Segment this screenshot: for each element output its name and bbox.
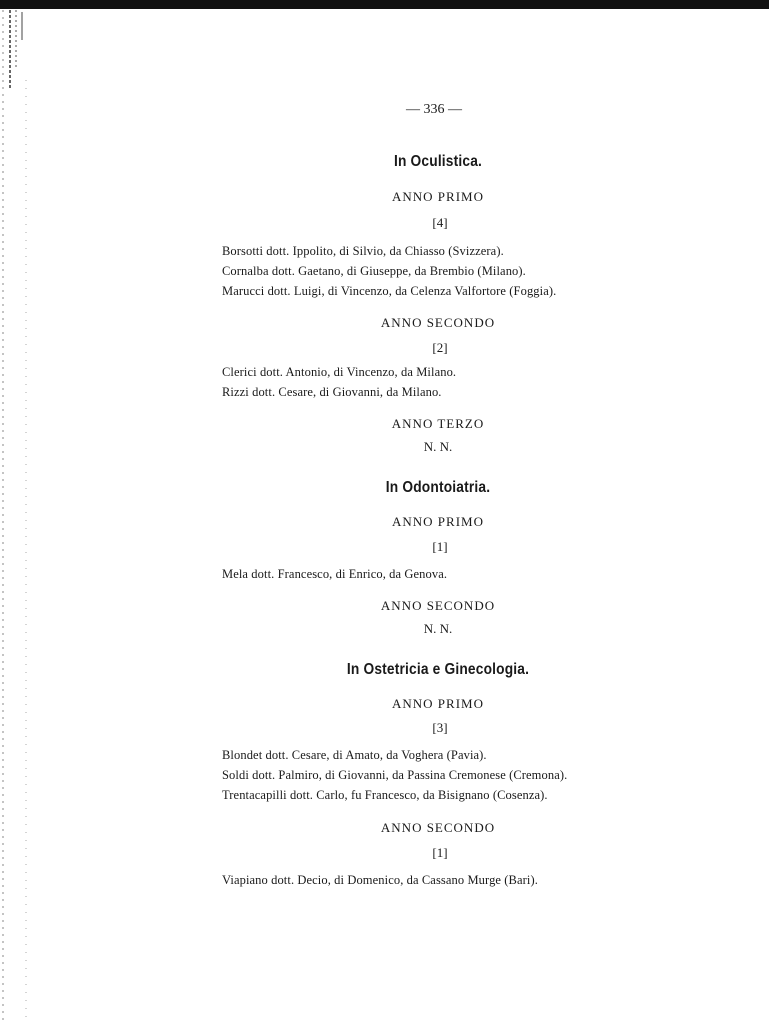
year-label: ANNO SECONDO [380,315,496,330]
year-label: ANNO SECONDO [380,820,496,835]
list-item: Trentacapilli dott. Carlo, fu Francesco, da Bisignano (Cosenza). [222,788,548,802]
list-item: Blondet dott. Cesare, di Amato, da Voghera (Pavia). [222,748,487,762]
year-count: N. N. [423,439,453,454]
list-item: Clerici dott. Antonio, di Vincenzo, da Milano. [222,365,457,379]
section-title: In Odontoiatria. [385,479,491,496]
section-title: In Oculistica. [393,153,483,170]
section-title: In Ostetricia e Ginecologia. [346,661,530,678]
year-label: ANNO SECONDO [380,598,496,613]
page-number: — 336 — [406,102,462,117]
year-label: ANNO TERZO [391,416,485,431]
year-label: ANNO PRIMO [392,696,484,711]
year-count: [1] [432,845,448,860]
year-count: [1] [432,539,448,554]
year-count: [4] [432,215,448,230]
year-label: ANNO PRIMO [392,189,484,204]
year-label: ANNO PRIMO [392,514,484,529]
top-scan-border [0,0,769,9]
list-item: Rizzi dott. Cesare, di Giovanni, da Milano. [222,385,442,399]
list-item: Cornalba dott. Gaetano, di Giuseppe, da Brembio (Milano). [222,264,526,278]
left-scan-edge [0,0,30,1024]
list-item: Mela dott. Francesco, di Enrico, da Genova. [222,567,448,581]
year-count: [3] [432,720,448,735]
year-count: N. N. [423,621,453,636]
list-item: Marucci dott. Luigi, di Vincenzo, da Celenza Valfortore (Foggia). [222,284,557,298]
list-item: Viapiano dott. Decio, di Domenico, da Cassano Murge (Bari). [222,873,538,887]
list-item: Soldi dott. Palmiro, di Giovanni, da Passina Cremonese (Cremona). [222,768,568,782]
year-count: [2] [432,340,448,355]
list-item: Borsotti dott. Ippolito, di Silvio, da Chiasso (Svizzera). [222,244,504,258]
